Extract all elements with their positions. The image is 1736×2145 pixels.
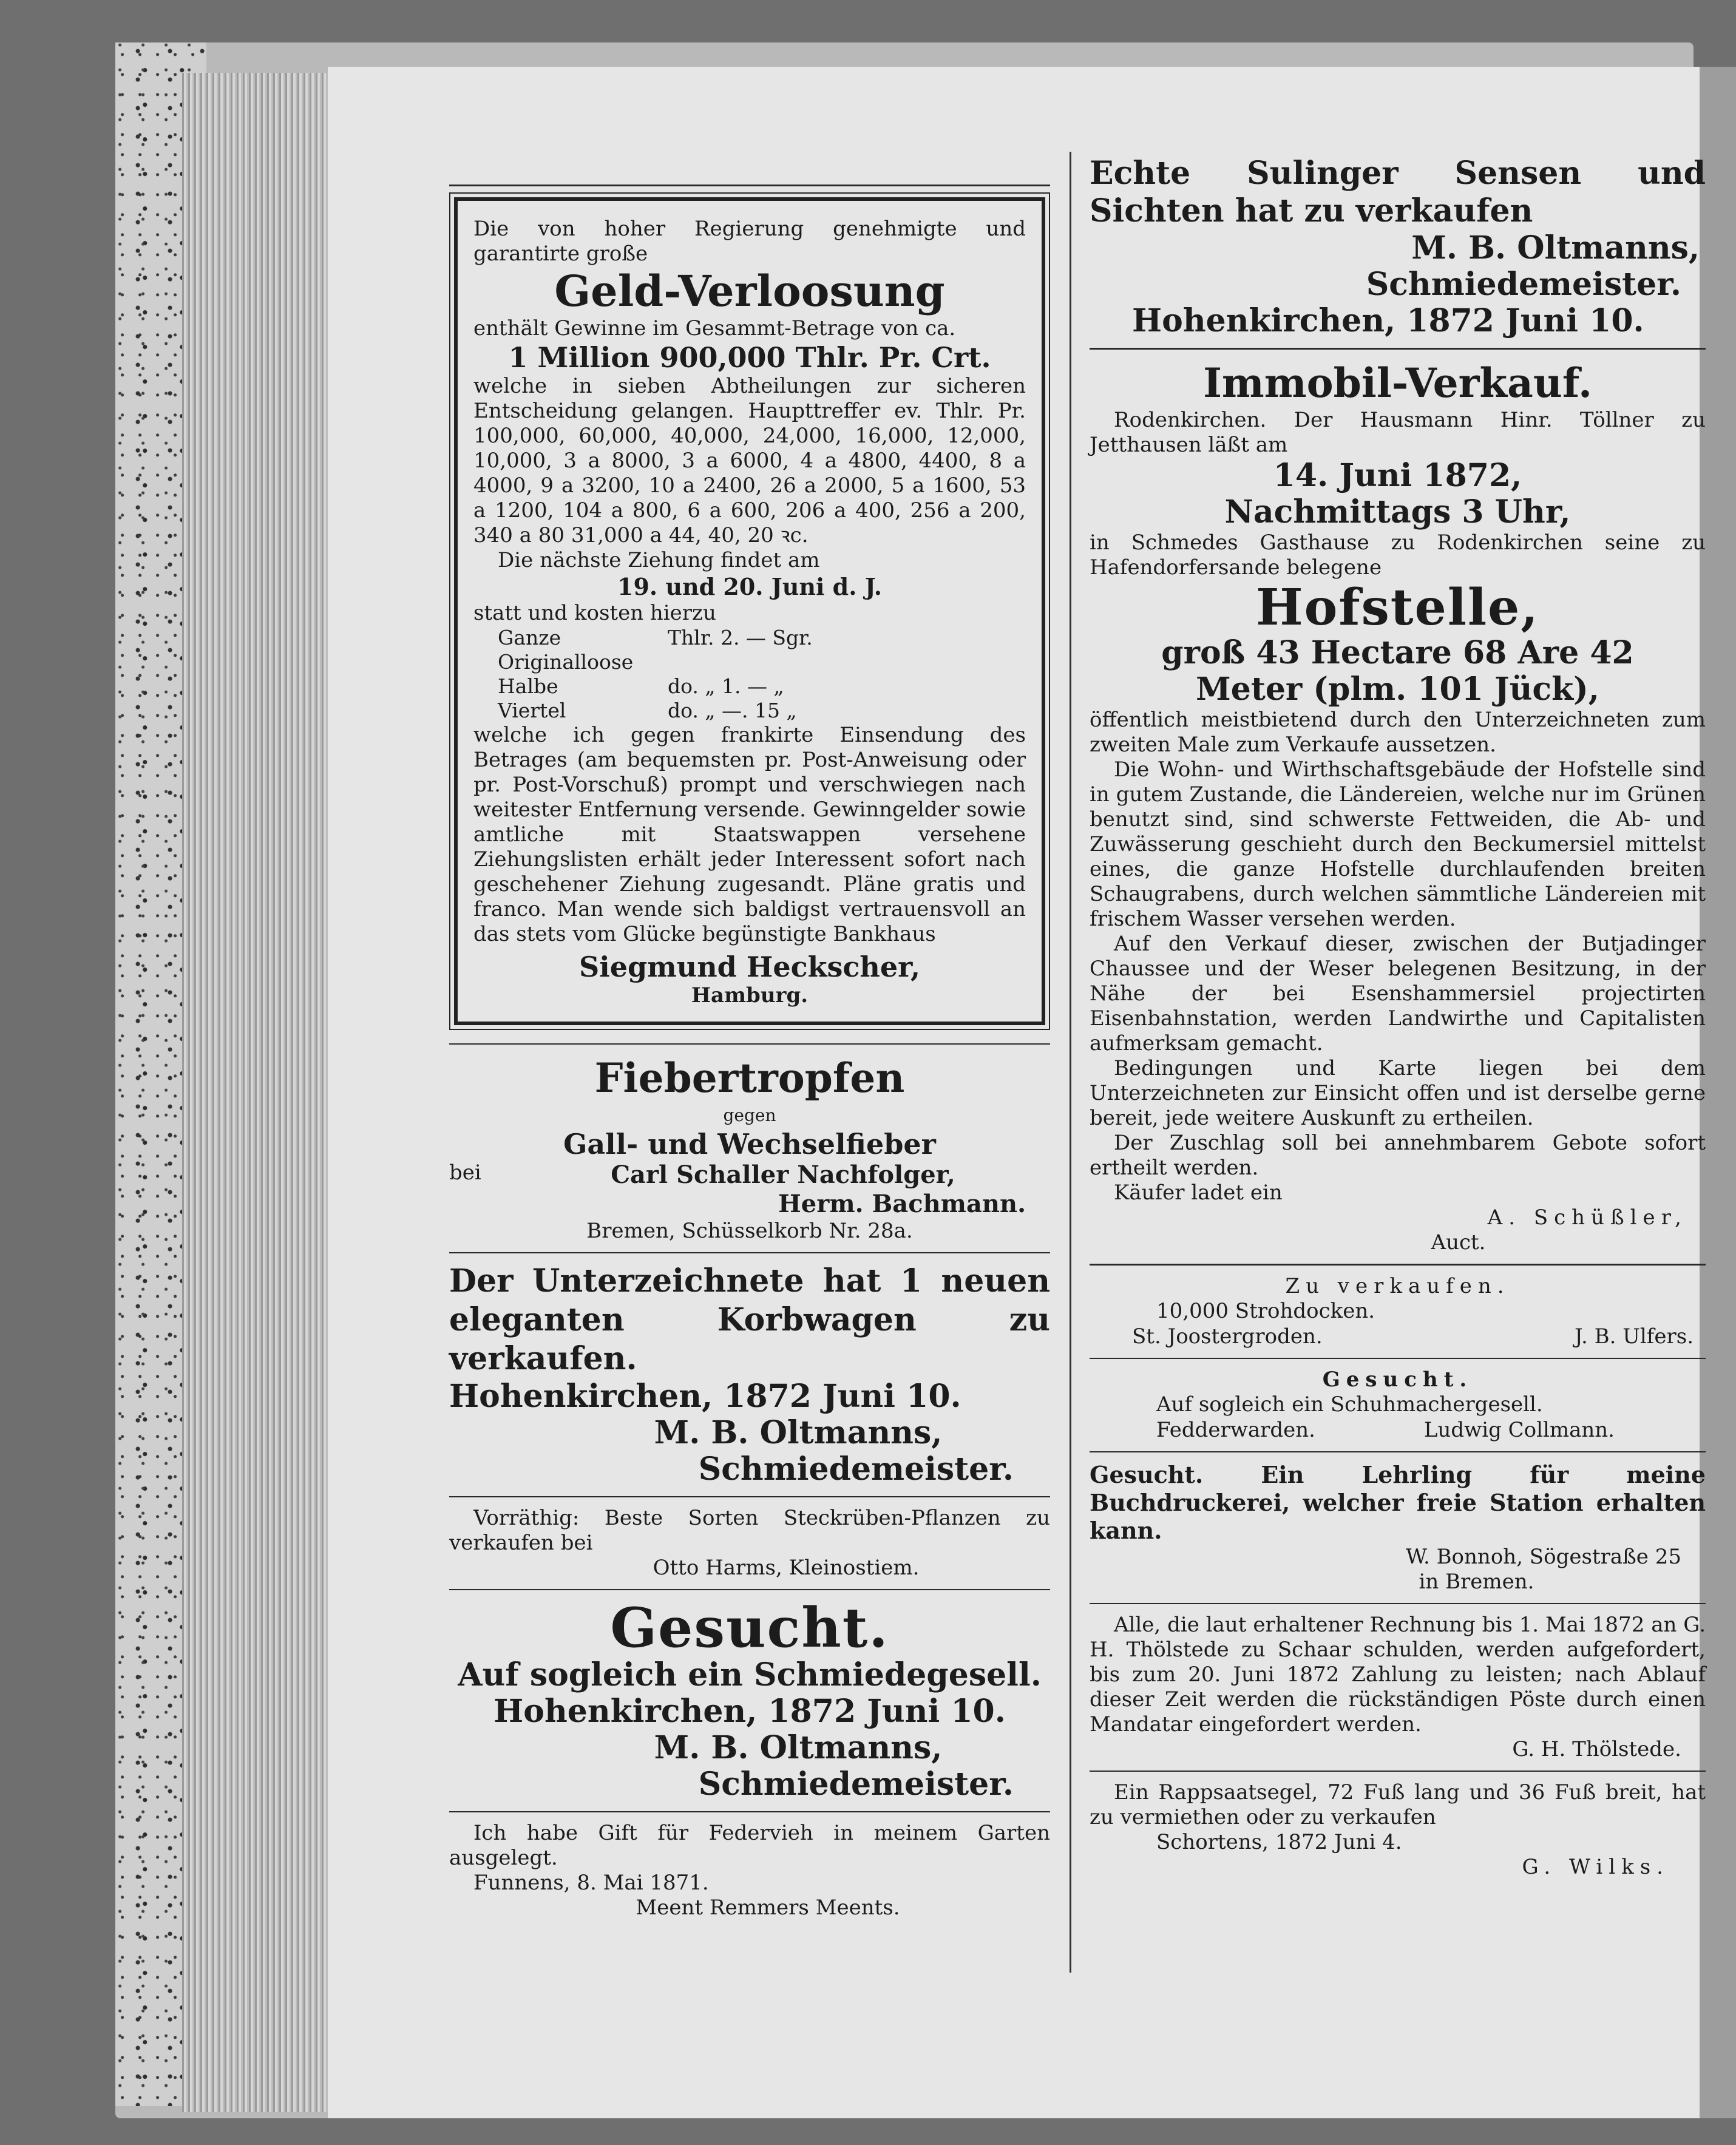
sensen-ad bbox=[1090, 155, 1706, 339]
immobil-object: Hofstelle, bbox=[1256, 578, 1539, 637]
sensen-text: Echte Sulinger Sensen und Sichten hat zu verkaufen bbox=[1090, 155, 1706, 229]
lottery-body-2: welche ich gegen frankirte Einsendung des Betrages (am bequemsten pr. Post-Anweisung oder pr. Post-Vorschuß) prompt und verschwiegen nach weitester Entfernung versende. Gewinngelder sowie amtliche mit Staatswappen versehene Ziehungslisten erhält jeder Interessent sofort nach geschehener Ziehung zugesandt. Pläne gratis und franco. Man wende sich baldigst vertrauensvoll an das stets vom Glücke begünstigte Bankhaus bbox=[473, 723, 1026, 946]
immobil-time: Nachmittags 3 Uhr, bbox=[1224, 493, 1571, 530]
korbwagen-name: M. B. Oltmanns, bbox=[654, 1414, 943, 1451]
rule bbox=[1090, 348, 1706, 350]
lottery-draw-date: 19. und 20. Juni d. J. bbox=[617, 573, 882, 600]
korbwagen-role: Schmiedemeister. bbox=[698, 1451, 1014, 1488]
immobil-location: in Schmedes Gasthause zu Rodenkirchen seine zu Hafendorfersande belegene bbox=[1090, 530, 1706, 580]
immobil-title: Immobil-Verkauf. bbox=[1203, 359, 1592, 407]
rappsaat-name: G. Wilks. bbox=[1522, 1855, 1669, 1879]
zu-verkaufen-name: J. B. Ulfers. bbox=[1575, 1324, 1694, 1349]
gesucht-schmied-role: Schmiedemeister. bbox=[698, 1766, 1014, 1803]
gesucht-schmied-name: M. B. Oltmanns, bbox=[654, 1729, 943, 1766]
lehrling-text: Gesucht. Ein Lehrling für meine Buchdruckerei, welcher freie Station erhalten kann. bbox=[1090, 1461, 1706, 1544]
rappsaat-place: Schortens, 1872 Juni 4. bbox=[1156, 1830, 1402, 1854]
sensen-role: Schmiedemeister. bbox=[1366, 266, 1681, 303]
zu-verkaufen-place: St. Joostergroden. bbox=[1132, 1324, 1323, 1349]
fieber-ad bbox=[449, 1053, 1050, 1244]
price-value: Thlr. 2. — Sgr. bbox=[668, 626, 813, 649]
fieber-bei: bei bbox=[449, 1161, 481, 1185]
immobil-body-3: Auf den Verkauf dieser, zwischen der Butjadinger Chaussee und der Weser belegenen Besitzung, in der Nähe der bei Esenshammersiel projectirten Eisenbahnstation, werden Landwirthe und Capitalisten aufmerksam gemacht. bbox=[1090, 932, 1706, 1056]
fieber-seller-block bbox=[449, 1161, 1050, 1219]
lottery-sum: 1 Million 900,000 Thlr. Pr. Crt. bbox=[508, 341, 991, 374]
steckrueben-seller: Otto Harms, Kleinostiem. bbox=[653, 1556, 920, 1580]
rule bbox=[449, 1252, 1050, 1253]
rule bbox=[1090, 1451, 1706, 1452]
banker-city: Hamburg. bbox=[691, 983, 809, 1008]
rappsaat-ad bbox=[1090, 1780, 1706, 1880]
immobil-ad bbox=[1090, 358, 1706, 1255]
gesucht-schmied-title: Gesucht. bbox=[610, 1596, 889, 1660]
sensen-place: Hohenkirchen, 1872 Juni 10. bbox=[1132, 302, 1644, 339]
gift-place: Funnens, 8. Mai 1871. bbox=[473, 1871, 709, 1895]
rappsaat-text: Ein Rappsaatsegel, 72 Fuß lang und 36 Fuß breit, hat zu vermiethen oder zu verkaufen bbox=[1090, 1780, 1706, 1829]
steckrueben-text: Vorräthig: Beste Sorten Steckrüben-Pflanzen zu verkaufen bei bbox=[449, 1506, 1050, 1555]
left-column bbox=[449, 176, 1050, 1920]
fieber-seller-2: Herm. Bachmann. bbox=[778, 1190, 1026, 1218]
rule bbox=[449, 1811, 1050, 1812]
gesucht-schuh-sign bbox=[1090, 1417, 1706, 1443]
price-label: Ganze Originalloose bbox=[498, 626, 634, 674]
gesucht-schuh-title: Gesucht. bbox=[1322, 1367, 1473, 1392]
rule bbox=[449, 185, 1050, 186]
sensen-name: M. B. Oltmanns, bbox=[1411, 229, 1700, 266]
fieber-gegen: gegen bbox=[723, 1105, 776, 1125]
zu-verkaufen-item: 10,000 Strohdocken. bbox=[1156, 1299, 1375, 1323]
korbwagen-text: Der Unterzeichnete hat 1 neuen eleganten Korbwagen zu verkaufen. bbox=[449, 1262, 1050, 1377]
rule bbox=[449, 1496, 1050, 1497]
korbwagen-place: Hohenkirchen, 1872 Juni 10. bbox=[449, 1378, 961, 1415]
rule bbox=[449, 1043, 1050, 1045]
immobil-date: 14. Juni 1872, bbox=[1273, 457, 1522, 494]
rule bbox=[449, 1589, 1050, 1590]
steckrueben-ad bbox=[449, 1506, 1050, 1581]
banker-name: Siegmund Heckscher, bbox=[579, 951, 920, 983]
lottery-body-1: welche in sieben Abtheilungen zur sicheren Entscheidung gelangen. Haupttreffer ev. Thlr. Pr. 100,000, 60,000, 40,000, 24,000, 16,000, 12,000, 10,000, 3 a 8000, 3 a 6000, 4 a 4800, 4400, 8 a 4000, 9 a 3200, 10 a 2400, 26 a 2000, 5 a 1600, 53 a 1200, 104 a 800, 6 a 600, 206 a 400, 256 a 200, 340 a 80 31,000 a 44, 40, 20 ꝛc. bbox=[473, 374, 1026, 547]
gesucht-schuh-ad bbox=[1090, 1367, 1706, 1443]
price-row bbox=[473, 626, 1026, 674]
lottery-ad bbox=[454, 197, 1045, 1025]
immobil-body-2: Die Wohn- und Wirthschaftsgebäude der Hofstelle sind in gutem Zustande, die Ländereien, welche nur im Grünen benutzt sind, sind schwerste Fettweiden, die Ab- und Zuwässerung geschieht durch den Beckumersiel mittelst eines, die ganze Hofstelle durchlaufenden breiten Schaugrabens, durch welchen sämmtliche Ländereien mit frischem Wasser versehen werden. bbox=[1090, 757, 1706, 931]
fieber-sellers bbox=[516, 1161, 1050, 1219]
zu-verkaufen-sign bbox=[1090, 1324, 1706, 1349]
price-label: Viertel bbox=[498, 699, 566, 722]
rule bbox=[1090, 1603, 1706, 1604]
immobil-auct-role: Auct. bbox=[1431, 1230, 1486, 1255]
immobil-invite: Käufer ladet ein bbox=[1114, 1181, 1283, 1205]
gesucht-schuh-place: Fedderwarden. bbox=[1156, 1418, 1315, 1442]
price-row bbox=[473, 674, 1026, 699]
immobil-size-2: Meter (plm. 101 Jück), bbox=[1196, 671, 1599, 708]
column-divider bbox=[1070, 152, 1071, 1973]
immobil-body-4: Bedingungen und Karte liegen bei dem Unterzeichneten zur Einsicht offen und ist derselbe gerne bereit, jede weitere Auskunft zu ertheilen. bbox=[1090, 1056, 1706, 1130]
immobil-body-1: öffentlich meistbietend durch den Unterzeichneten zum zweiten Male zum Verkaufe aussetzen. bbox=[1090, 708, 1706, 757]
fieber-subject: Gall- und Wechselfieber bbox=[563, 1128, 936, 1161]
gesucht-schmied-text: Auf sogleich ein Schmiedegesell. bbox=[458, 1656, 1042, 1693]
lehrling-ad bbox=[1090, 1461, 1706, 1594]
fieber-seller-1: Carl Schaller Nachfolger, bbox=[611, 1161, 955, 1189]
rule bbox=[1090, 1358, 1706, 1359]
schulden-ad bbox=[1090, 1613, 1706, 1762]
schulden-text: Alle, die laut erhaltener Rechnung bis 1. Mai 1872 an G. H. Thölstede zu Schaar schulden, werden aufgefordert, bis zum 20. Juni 1872 Zahlung zu leisten; nach Ablauf dieser Zeit werden die rückständigen Pöste durch einen Mandatar eingefordert werden. bbox=[1090, 1613, 1706, 1737]
gesucht-schuh-name: Ludwig Collmann. bbox=[1423, 1418, 1615, 1442]
immobil-size: groß 43 Hectare 68 Are 42 bbox=[1161, 634, 1634, 671]
price-row bbox=[473, 699, 1026, 723]
lehrling-name: W. Bonnoh, Sögestraße 25 bbox=[1405, 1545, 1681, 1569]
korbwagen-ad bbox=[449, 1262, 1050, 1488]
zu-verkaufen-ad bbox=[1090, 1274, 1706, 1349]
fieber-address: Bremen, Schüsselkorb Nr. 28a. bbox=[586, 1219, 913, 1243]
lottery-title: Geld-Verloosung bbox=[554, 266, 945, 316]
schulden-name: G. H. Thölstede. bbox=[1512, 1737, 1681, 1761]
gift-text: Ich habe Gift für Federvieh in meinem Garten ausgelegt. bbox=[449, 1821, 1050, 1870]
page-edges bbox=[182, 73, 340, 2112]
lottery-intro: Die von hoher Regierung genehmigte und garantirte große bbox=[473, 217, 1026, 266]
price-value: do. „ —. 15 „ bbox=[668, 699, 797, 722]
immobil-auct: A. Schüßler, bbox=[1487, 1205, 1687, 1230]
lehrling-city: in Bremen. bbox=[1419, 1570, 1534, 1594]
zu-verkaufen-title: Zu verkaufen. bbox=[1285, 1274, 1510, 1298]
price-label: Halbe bbox=[498, 674, 558, 698]
rule bbox=[1090, 1264, 1706, 1266]
fieber-title: Fiebertropfen bbox=[594, 1054, 905, 1102]
gift-ad bbox=[449, 1821, 1050, 1920]
lottery-costs: statt und kosten hierzu bbox=[473, 601, 716, 625]
immobil-body-5: Der Zuschlag soll bei annehmbarem Gebote sofort ertheilt werden. bbox=[1090, 1131, 1706, 1180]
right-column bbox=[1090, 155, 1706, 1880]
lottery-sum-intro: enthält Gewinne im Gesammt-Betrage von ca. bbox=[473, 316, 956, 341]
gesucht-schuh-text: Auf sogleich ein Schuhmachergesell. bbox=[1156, 1392, 1543, 1417]
gesucht-schmied-place: Hohenkirchen, 1872 Juni 10. bbox=[493, 1693, 1006, 1730]
gift-name: Meent Remmers Meents. bbox=[636, 1896, 900, 1920]
price-value: do. „ 1. — „ bbox=[668, 674, 784, 698]
lottery-next-draw: Die nächste Ziehung findet am bbox=[498, 548, 820, 572]
rule bbox=[1090, 1771, 1706, 1772]
immobil-intro: Rodenkirchen. Der Hausmann Hinr. Töllner zu Jetthausen läßt am bbox=[1090, 408, 1706, 457]
gesucht-schmied-ad bbox=[449, 1596, 1050, 1803]
